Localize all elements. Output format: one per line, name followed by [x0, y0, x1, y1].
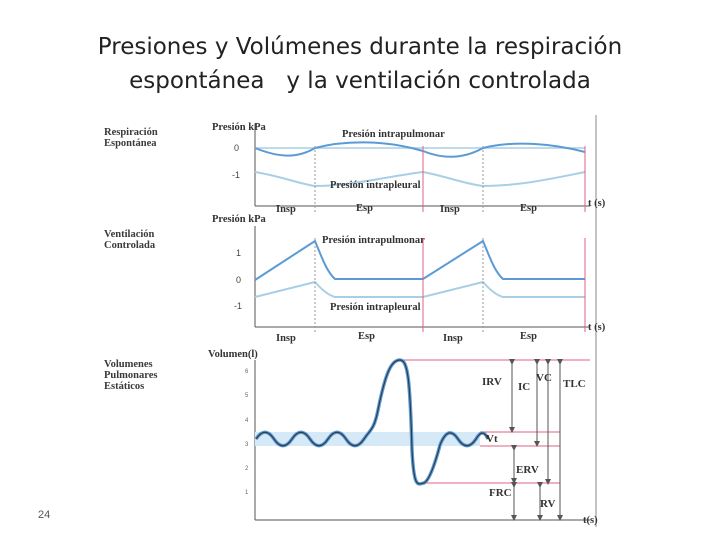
volumes-tick-3: 3 — [245, 442, 249, 448]
vc-label: VC — [536, 372, 552, 384]
volumes-section-line-1: Volumenes — [104, 359, 153, 370]
volumes-tick-1: 1 — [245, 490, 249, 496]
vt-label: Vt — [486, 433, 498, 445]
controlled-section-line-1: Ventilación — [104, 229, 155, 240]
controlled-curve-top-label: Presión intrapulmonar — [322, 235, 425, 246]
spontaneous-phase-1: Insp — [276, 204, 296, 215]
volumes-tick-5: 5 — [245, 393, 249, 399]
volumes-time-label: t(s) — [583, 515, 598, 526]
spontaneous-curve-top-label: Presión intrapulmonar — [342, 129, 445, 140]
rv-label: RV — [540, 498, 556, 510]
controlled-phase-3: Insp — [443, 333, 463, 344]
controlled-tick-0: 0 — [236, 275, 242, 285]
spontaneous-tick-0: 0 — [234, 143, 240, 153]
irv-label: IRV — [482, 376, 502, 388]
spontaneous-time-label: t (s) — [588, 198, 606, 209]
spontaneous-phase-3: Insp — [440, 204, 460, 215]
title-line-2: espontánea y la ventilación controlada — [129, 68, 591, 94]
controlled-axis-label: Presión kPa — [212, 214, 266, 225]
controlled-phase-1: Insp — [276, 333, 296, 344]
spontaneous-tick-m1: -1 — [232, 170, 241, 180]
spontaneous-phase-4: Esp — [520, 203, 537, 214]
controlled-section-line-2: Controlada — [104, 240, 156, 251]
controlled-phase-2: Esp — [358, 331, 375, 342]
volumes-tick-6: 6 — [245, 369, 249, 375]
title-line-1: Presiones y Volúmenes durante la respiración — [97, 34, 623, 60]
frc-label: FRC — [489, 487, 512, 499]
volumes-section-line-2: Pulmonares — [104, 370, 158, 381]
spontaneous-section-line-2: Espontánea — [104, 138, 157, 149]
spontaneous-axis-label: Presión kPa — [212, 122, 266, 133]
spontaneous-section-line-1: Respiración — [104, 127, 158, 138]
spontaneous-curve-bottom-label: Presión intrapleural — [330, 180, 421, 191]
controlled-tick-m1: -1 — [234, 301, 243, 311]
ic-label: IC — [518, 381, 531, 393]
volumes-tick-4: 4 — [245, 418, 249, 424]
slide-number: 24 — [38, 509, 51, 521]
controlled-curve-bottom-label: Presión intrapleural — [330, 302, 421, 313]
volumes-tick-2: 2 — [245, 466, 249, 472]
spontaneous-phase-2: Esp — [356, 203, 373, 214]
tlc-label: TLC — [563, 378, 586, 390]
controlled-phase-4: Esp — [520, 331, 537, 342]
erv-label: ERV — [516, 464, 539, 476]
controlled-tick-1: 1 — [236, 248, 242, 258]
controlled-time-label: t (s) — [588, 322, 606, 333]
volumes-axis-label: Volumen(l) — [208, 349, 258, 360]
volumes-section-line-3: Estáticos — [104, 381, 145, 392]
